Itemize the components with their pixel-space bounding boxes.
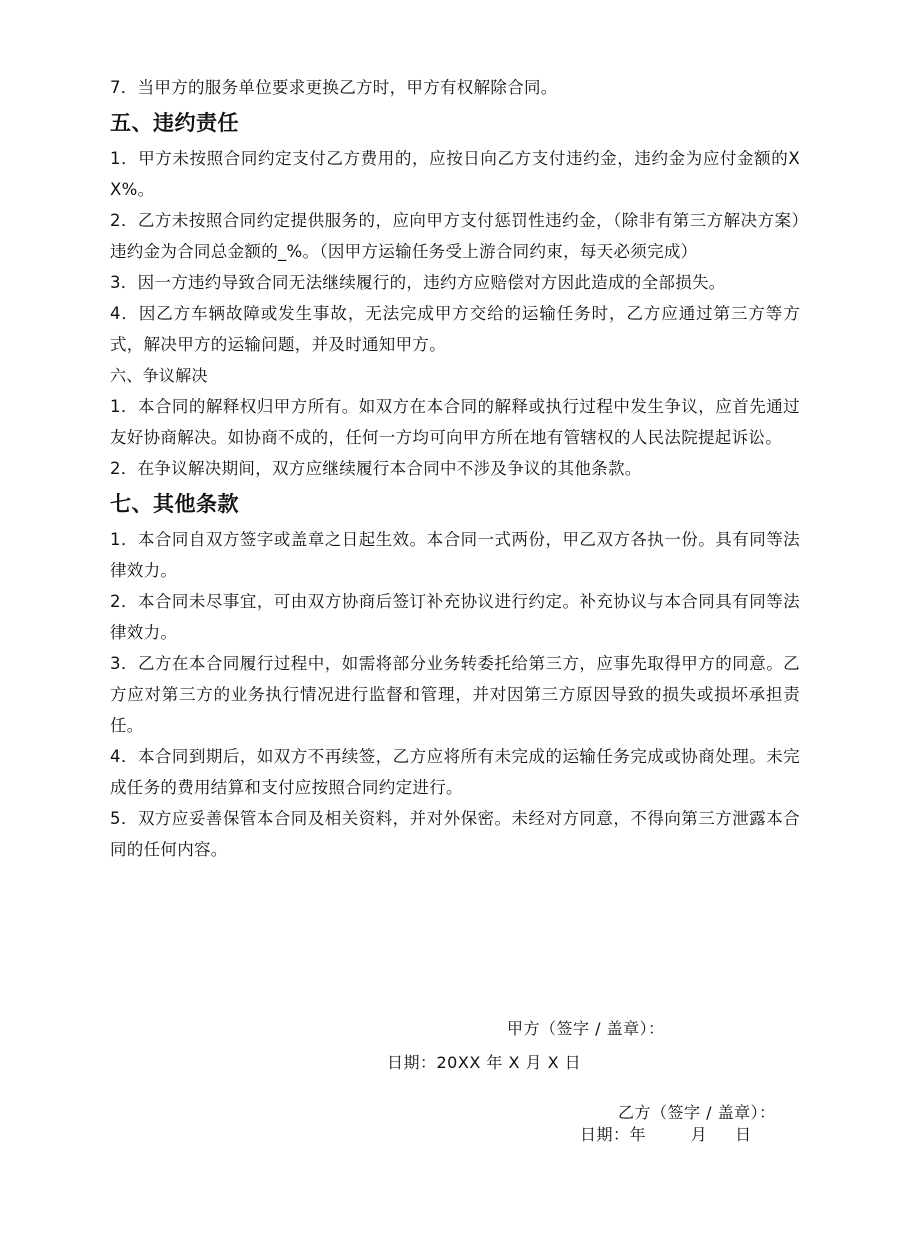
section-6-item-2: 2．在争议解决期间，双方应继续履行本合同中不涉及争议的其他条款。: [110, 459, 642, 478]
section-7-item-1: 1．本合同自双方签字或盖章之日起生效。本合同一式两份，甲乙双方各执一份。具有同等法律效力。: [110, 530, 800, 580]
contract-body: [110, 72, 800, 865]
section-7-item-2: 2．本合同未尽事宜，可由双方协商后签订补充协议进行约定。补充协议与本合同具有同等法律效力。: [110, 592, 800, 642]
section-5-item-4: 4．因乙方车辆故障或发生事故，无法完成甲方交给的运输任务时，乙方应通过第三方等方式，解决甲方的运输问题，并及时通知甲方。: [110, 304, 800, 354]
party-a-date-line: 日期：20XX 年 X 月 X 日: [387, 1053, 582, 1072]
party-b-signature-line: 乙方（签字 / 盖章）：: [618, 1103, 776, 1122]
section-5-item-3: 3．因一方违约导致合同无法继续履行的，违约方应赔偿对方因此造成的全部损失。: [110, 273, 726, 292]
section-7-item-5: 5．双方应妥善保管本合同及相关资料，并对外保密。未经对方同意，不得向第三方泄露本合同的任何内容。: [110, 809, 800, 859]
section-5-heading: 五、违约责任: [110, 111, 239, 135]
clause-4-item-7: 7．当甲方的服务单位要求更换乙方时，甲方有权解除合同。: [110, 78, 558, 97]
section-5-item-1: 1．甲方未按照合同约定支付乙方费用的，应按日向乙方支付违约金，违约金为应付金额的XX%。: [110, 149, 800, 199]
section-7-heading: 七、其他条款: [110, 492, 239, 516]
section-5-item-2: 2．乙方未按照合同约定提供服务的，应向甲方支付惩罚性违约金，（除非有第三方解决方案）违约金为合同总金额的_%。（因甲方运输任务受上游合同约束，每天必须完成）: [110, 211, 800, 261]
party-a-signature-line: 甲方（签字 / 盖章）：: [507, 1019, 665, 1038]
section-7-item-3: 3．乙方在本合同履行过程中，如需将部分业务转委托给第三方，应事先取得甲方的同意。乙方应对第三方的业务执行情况进行监督和管理，并对因第三方原因导致的损失或损坏承担责任。: [110, 654, 800, 735]
section-7-item-4: 4．本合同到期后，如双方不再续签，乙方应将所有未完成的运输任务完成或协商处理。未完成任务的费用结算和支付应按照合同约定进行。: [110, 747, 800, 797]
section-6-item-1: 1．本合同的解释权归甲方所有。如双方在本合同的解释或执行过程中发生争议，应首先通过友好协商解决。如协商不成的，任何一方均可向甲方所在地有管辖权的人民法院提起诉讼。: [110, 397, 800, 447]
section-6-heading: 六、争议解决: [110, 366, 208, 385]
party-b-date-line: 日期：年 月 日: [580, 1125, 752, 1144]
